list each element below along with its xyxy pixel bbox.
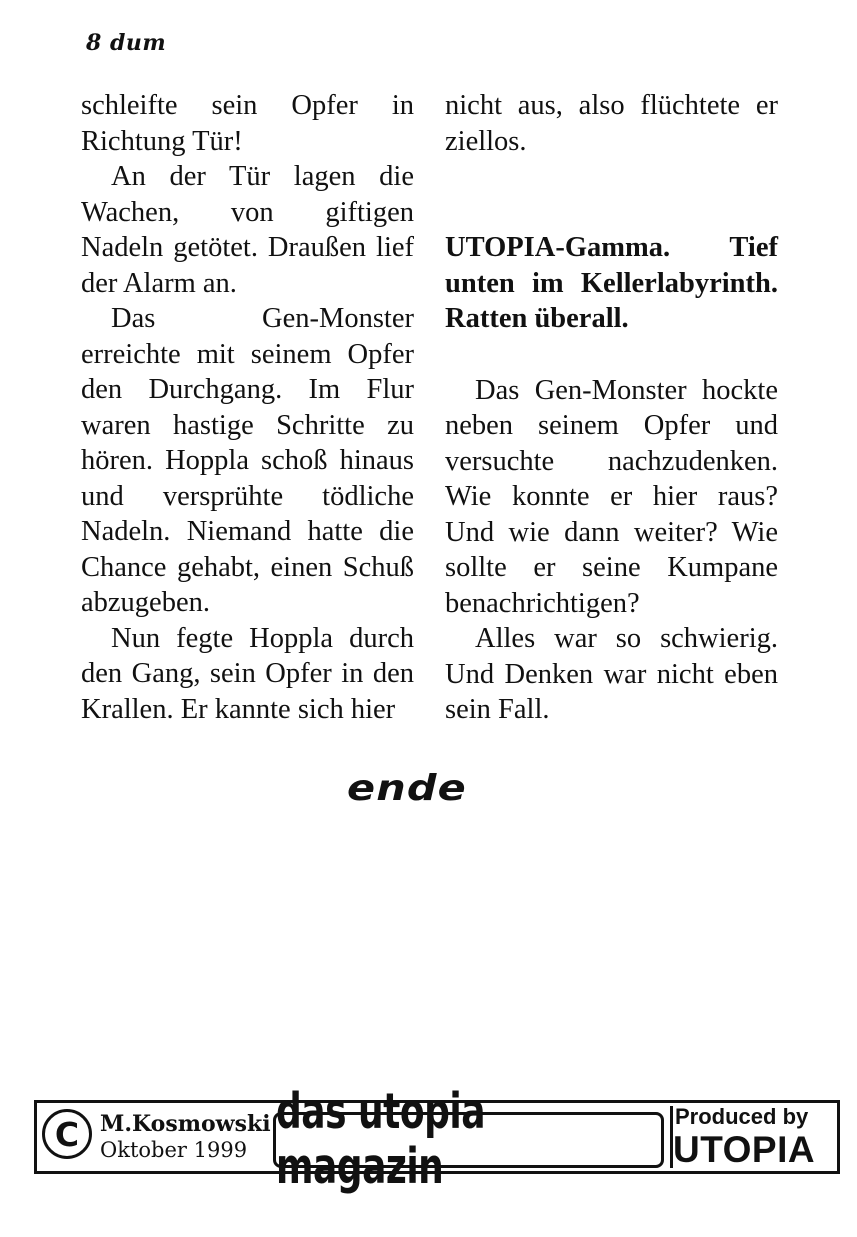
brand-logo: UTOPIA — [673, 1129, 816, 1170]
publication-date: Oktober 1999 — [100, 1138, 248, 1162]
paragraph: An der Tür lagen die Wachen, von giftigen Nadeln getötet. Draußen lief der Alarm an. — [81, 161, 414, 299]
paragraph: schleifte sein Opfer in Richtung Tür! — [81, 90, 414, 157]
paragraph: Das Gen-Monster hockte neben seinem Opfer und versuchte nachzudenken. Wie konnte er hier raus? Und wie dann weiter? Wie sollte er seine Kumpane benachrichtigen? — [445, 374, 778, 619]
produced-by-label: Produced by — [675, 1104, 809, 1129]
page-number: 8 dum — [86, 30, 167, 56]
copyright-icon: C — [42, 1109, 92, 1159]
magazine-title — [273, 1084, 664, 1196]
section-heading: UTOPIA-Gamma. Tief unten im Kellerlabyrinth. Ratten überall. — [445, 232, 778, 334]
left-text-column — [81, 88, 414, 727]
right-text-column — [445, 88, 778, 728]
paragraph: Nun fegte Hoppla durch den Gang, sein Opfer in den Krallen. Er kannte sich hier — [81, 622, 414, 725]
magazine-title-text: das utopia magazin — [276, 1084, 485, 1196]
paragraph: Das Gen-Monster erreichte mit seinem Opfer den Durchgang. Im Flur waren hastige Schritte zu hören. Hoppla schoß hinaus und versprühte tödliche Nadeln. Niemand hatte die Chance gehabt, einen Schuß abzugeben. — [81, 303, 414, 618]
paragraph: nicht aus, also flüchtete er ziellos. — [445, 90, 778, 157]
paragraph: Alles war so schwierig. Und Denken war nicht eben sein Fall. — [445, 623, 778, 725]
author-name: M.Kosmowski — [100, 1111, 271, 1137]
ending-mark: ende — [347, 768, 467, 809]
